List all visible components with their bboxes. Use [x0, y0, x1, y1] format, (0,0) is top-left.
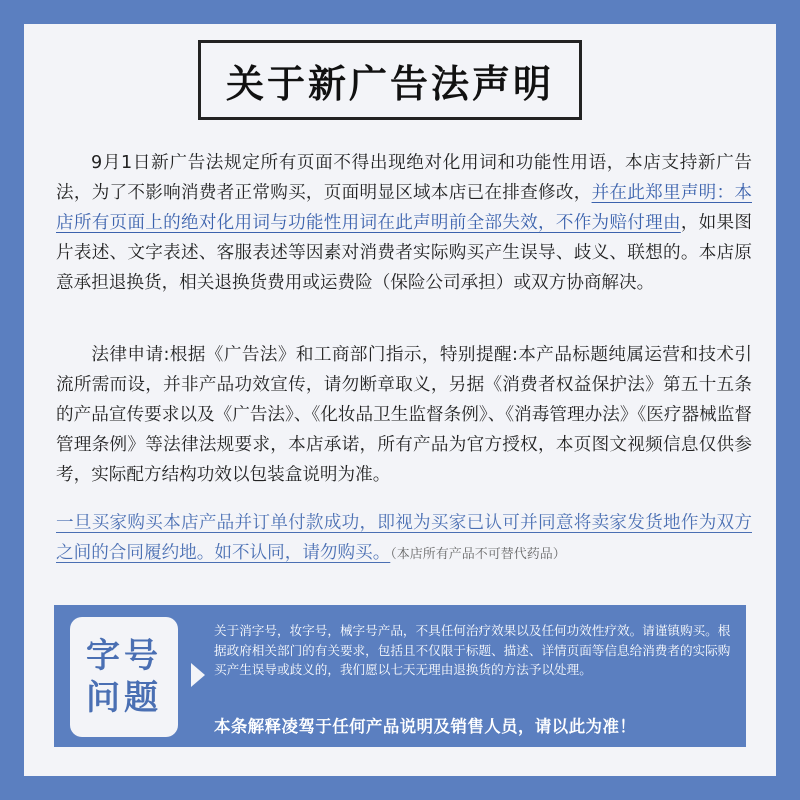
badge-line-1: 字号 [86, 636, 162, 676]
notice-text: 关于消字号，妆字号，械字号产品，不具任何治疗效果以及任何功效性疗效。请谨镇购买。根据政府相关部门的有关要求，包括且不仅限于标题、描述、详情页面等信息给消费者的实际购买产生误导或歧义的，我们愿以七天无理由退换货的方法予以处理。 [214, 623, 731, 677]
legal-text: 法律申请:根据《广告法》和工商部门指示，特别提醒:本产品标题纯属运营和技术引流所需而设，并非产品功效宣传，请勿断章取义，另据《消费者权益保护法》第五十五条的产品宣传要求以及《广告法》、《化妆品卫生监督条例》、《消毒管理办法》《医疗器械监督管理条例》等法律法规要求，本店承诺，所有产品为官方授权，本页图文视频信息仅供参考，实际配方结构功效以包装盒说明为准。 [56, 345, 752, 485]
statement-text-after: ，如果图片表述、文字表述、客服表述等因素对消费者实际购买产生误导、歧义、联想的。本店原意承担退换货，相关退换货费用或运费险（保险公司承担）或双方协商解决。 [56, 213, 752, 293]
page-title: 关于新广告法声明 [198, 40, 582, 120]
purchase-agreement-text: 一旦买家购买本店产品并订单付款成功，即视为买家已认可并同意将卖家发货地作为双方之间的合同履约地。如不认同，请勿购买。 [56, 513, 752, 563]
statement-highlight: 并在此郑里声明：本店所有页面上的绝对化用词与功能性用词在此声明前全部失效，不作为赔付理由 [56, 183, 752, 233]
purchase-agreement-paragraph [56, 508, 752, 570]
notice-panel [54, 605, 746, 747]
statement-paragraph [56, 148, 752, 298]
arrow-right-icon [191, 663, 205, 687]
legal-paragraph [56, 340, 752, 490]
notice-emphasis: 本条解释凌驾于任何产品说明及销售人员，请以此为准！ [214, 717, 637, 736]
purchase-agreement-note: （本店所有产品不可替代药品） [390, 547, 566, 562]
badge-line-2: 问题 [86, 678, 162, 718]
license-issue-badge [70, 617, 178, 737]
statement-text-before: 9月1日新广告法规定所有页面不得出现绝对化用词和功能性用语，本店支持新广告法，为了不影响消费者正常购买，页面明显区域本店已在排查修改， [56, 153, 752, 203]
